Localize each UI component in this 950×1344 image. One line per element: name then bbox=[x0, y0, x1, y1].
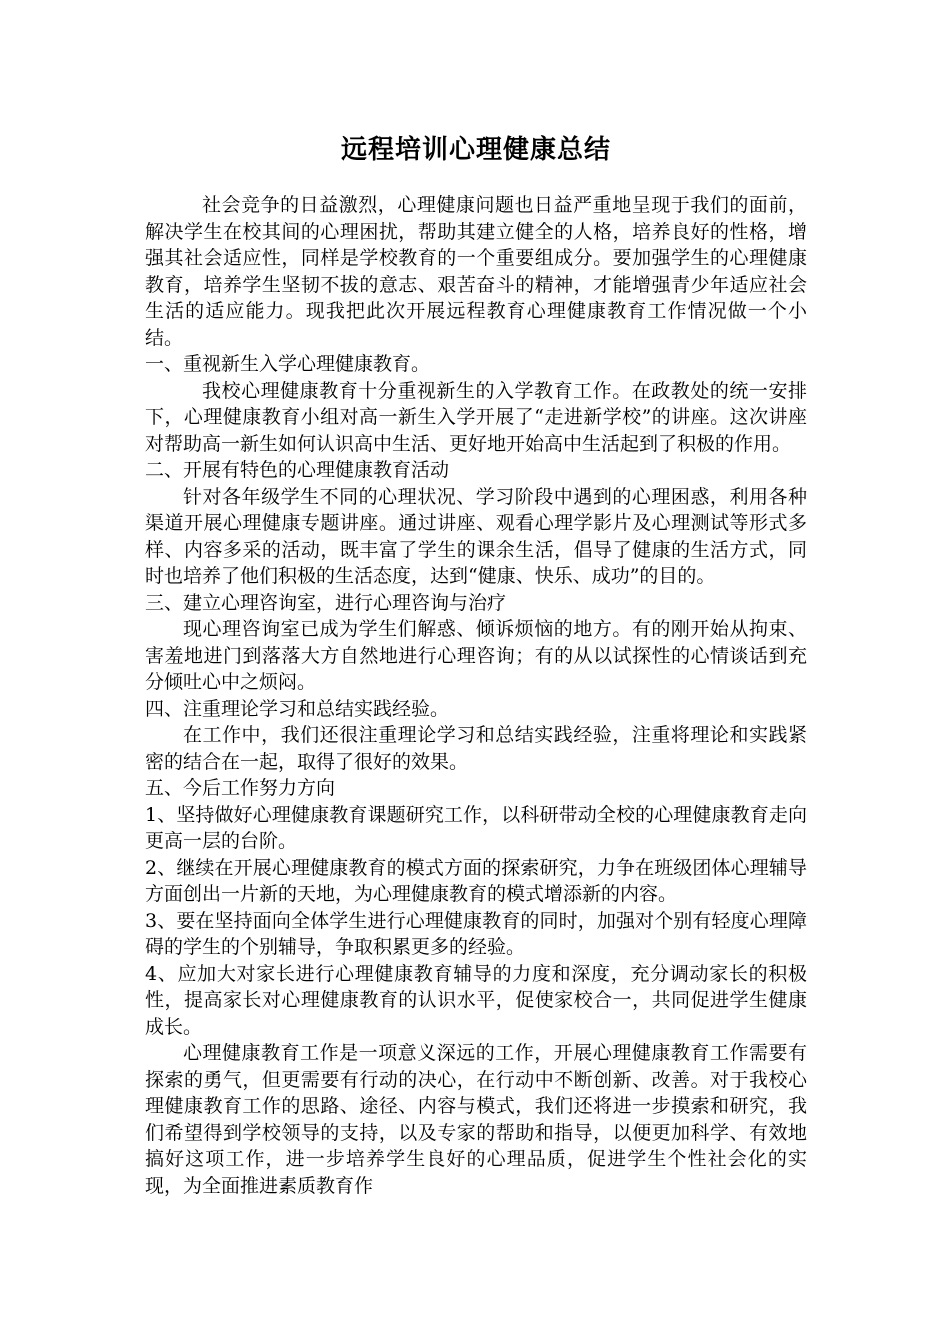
section-3-body: 现心理咨询室已成为学生们解惑、倾诉烦恼的地方。有的刚开始从拘束、害羞地进门到落落大方自然地进行心理咨询；有的从以试探性的心情谈话到充分倾吐心中之烦闷。 bbox=[145, 618, 807, 693]
document-page bbox=[145, 128, 807, 1199]
section-5-heading: 五、今后工作努力方向 bbox=[145, 777, 336, 799]
section-4-heading: 四、注重理论学习和总结实践经验。 bbox=[145, 697, 450, 720]
list-item: 3、要在坚持面向全体学生进行心理健康教育的同时，加强对个别有轻度心理障碍的学生的个别辅导，争取积累更多的经验。 bbox=[145, 909, 807, 958]
document-title: 远程培训心理健康总结 bbox=[340, 135, 611, 165]
list-item: 1、坚持做好心理健康教育课题研究工作，以科研带动全校的心理健康教育走向更高一层的台阶。 bbox=[145, 803, 807, 852]
section-1-body: 我校心理健康教育十分重视新生的入学教育工作。在政教处的统一安排下，心理健康教育小组对高一新生入学开展了“走进新学校”的讲座。这次讲座对帮助高一新生如何认识高中生活、更好地开始高中生活起到了积极的作用。 bbox=[145, 379, 807, 455]
list-item: 4、应加大对家长进行心理健康教育辅导的力度和深度，充分调动家长的积极性，提高家长对心理健康教育的认识水平，促使家校合一，共同促进学生健康成长。 bbox=[145, 962, 807, 1038]
conclusion-paragraph: 心理健康教育工作是一项意义深远的工作，开展心理健康教育工作需要有探索的勇气，但更需要有行动的决心，在行动中不断创新、改善。对于我校心理健康教育工作的思路、途径、内容与模式，我们还将进一步摸索和研究，我们希望得到学校领导的支持，以及专家的帮助和指导，以便更加科学、有效地搞好这项工作，进一步培养学生良好的心理品质，促进学生个性社会化的实现，为全面推进素质教育作 bbox=[145, 1042, 807, 1197]
section-3-heading: 三、建立心理咨询室，进行心理咨询与治疗 bbox=[145, 591, 507, 614]
section-2-body: 针对各年级学生不同的心理状况、学习阶段中遇到的心理困惑，利用各种渠道开展心理健康专题讲座。通过讲座、观看心理学影片及心理测试等形式多样、内容多采的活动，既丰富了学生的课余生活，倡导了健康的生活方式，同时也培养了他们积极的生活态度，达到“健康、快乐、成功”的目的。 bbox=[145, 485, 807, 587]
section-4-body: 在工作中，我们还很注重理论学习和总结实践经验，注重将理论和实践紧密的结合在一起，取得了很好的效果。 bbox=[145, 724, 807, 773]
intro-paragraph: 社会竞争的日益激烈，心理健康问题也日益严重地呈现于我们的面前，解决学生在校其间的心理困扰，帮助其建立健全的人格，培养良好的性格，增强其社会适应性，同样是学校教育的一个重要组成分。要加强学生的心理健康教育，培养学生坚韧不拔的意志、艰苦奋斗的精神，才能增强青少年适应社会生活的适应能力。现我把此次开展远程教育心理健康教育工作情况做一个小结。 bbox=[145, 194, 807, 349]
section-1-heading: 一、重视新生入学心理健康教育。 bbox=[145, 353, 431, 375]
list-item: 2、继续在开展心理健康教育的模式方面的探索研究，力争在班级团体心理辅导方面创出一片新的天地，为心理健康教育的模式增添新的内容。 bbox=[145, 856, 807, 905]
section-2-heading: 二、开展有特色的心理健康教育活动 bbox=[145, 459, 450, 481]
